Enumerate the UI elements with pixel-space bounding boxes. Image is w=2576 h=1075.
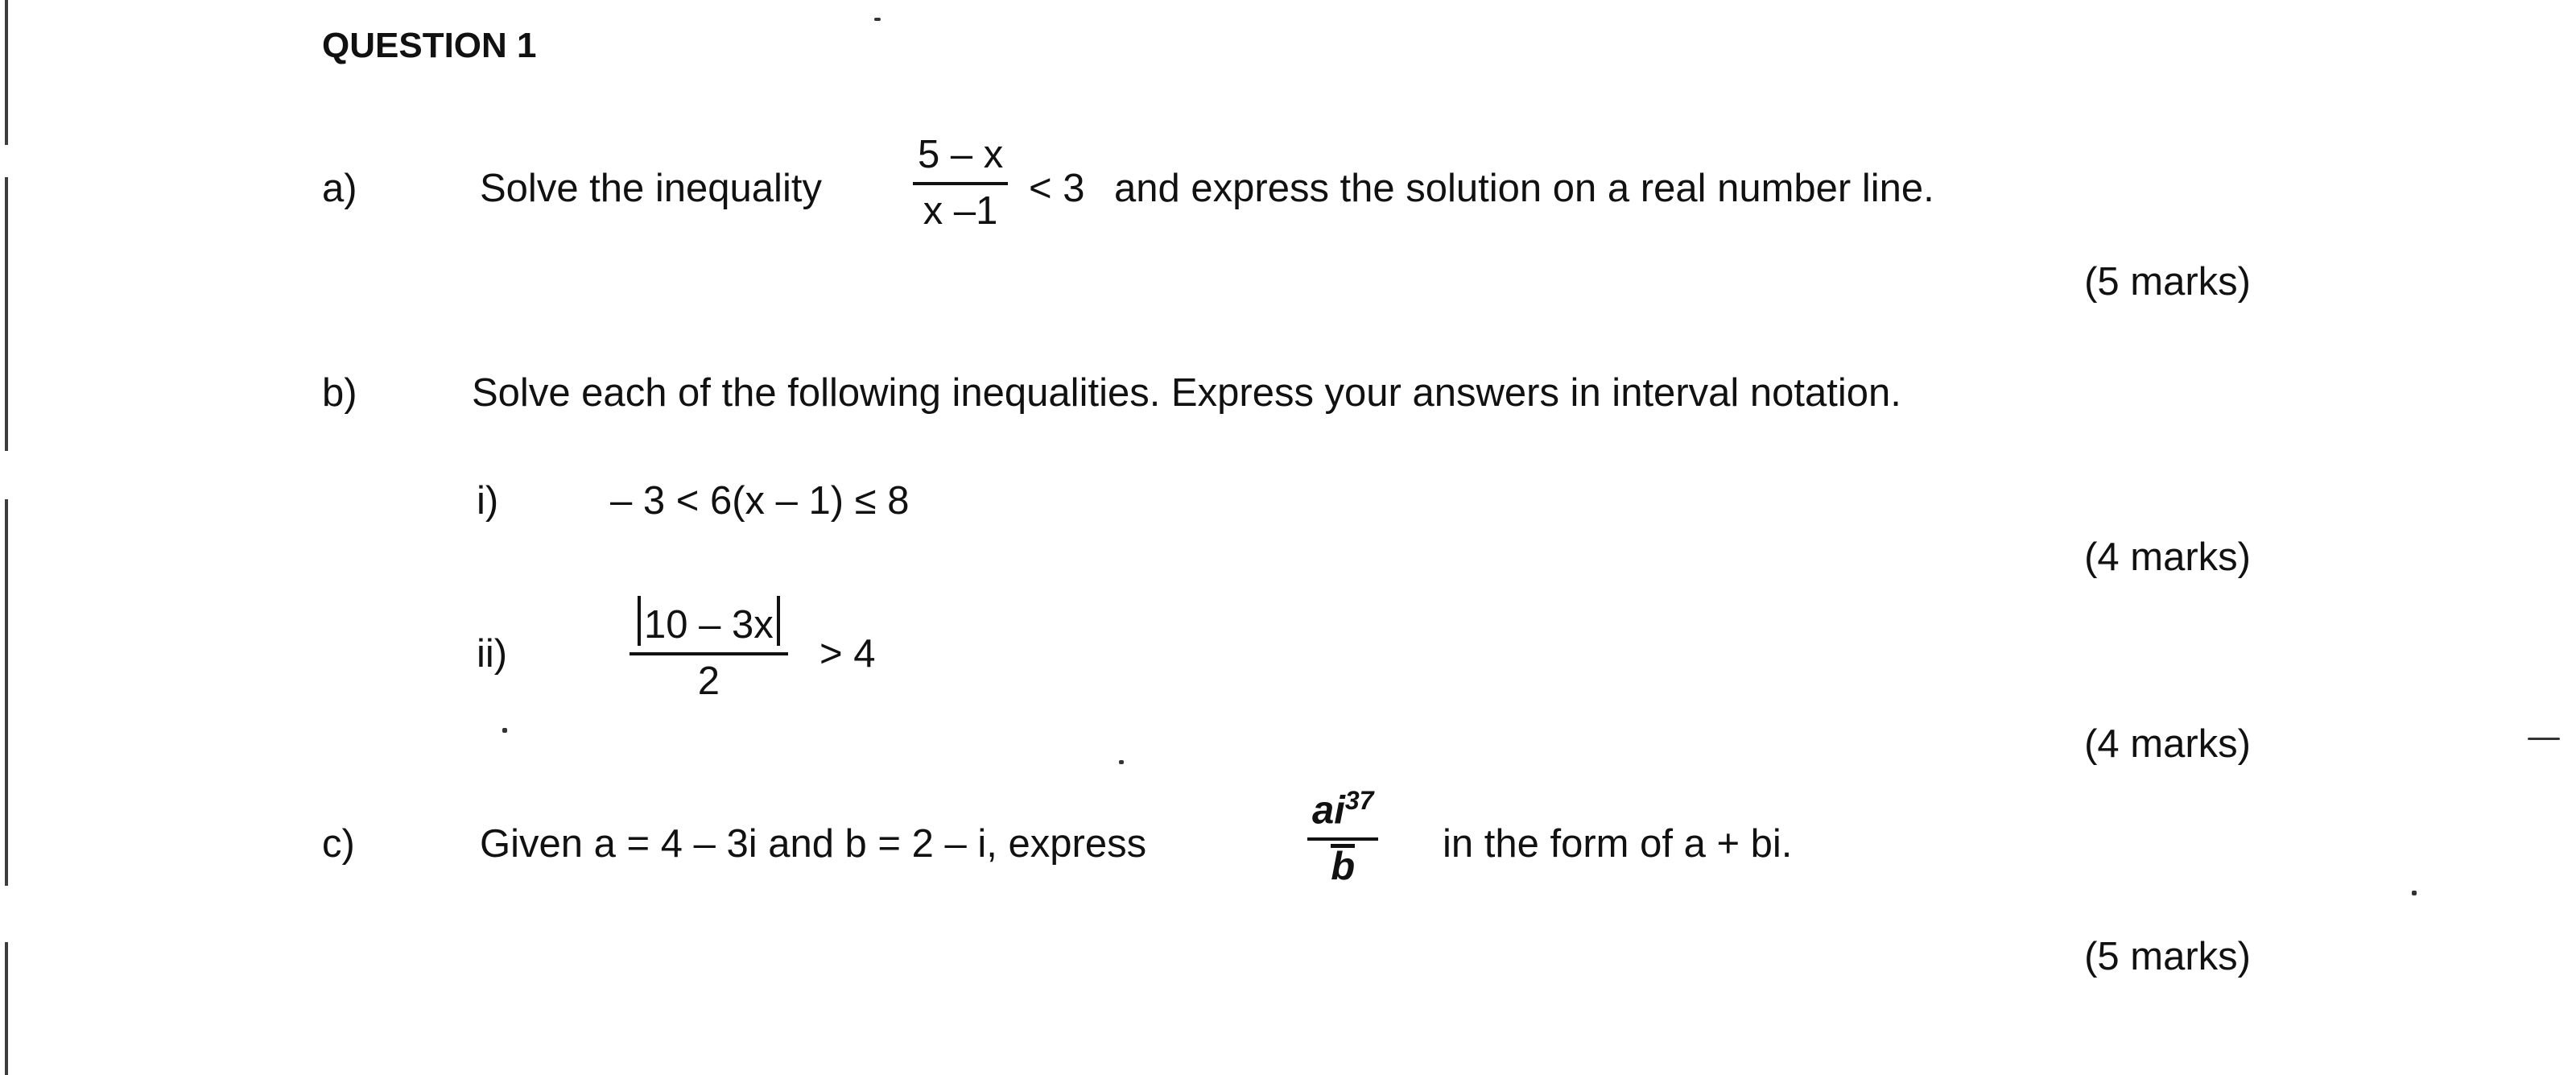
border-gap [3, 145, 10, 177]
part-a-fraction-denominator: x –1 [923, 189, 998, 233]
abs-bar-left [638, 596, 641, 646]
scan-speck [2412, 891, 2417, 895]
part-b-ii-marks: (4 marks) [2084, 722, 2251, 766]
part-c-label: c) [322, 822, 355, 866]
part-a-inequality-rhs: < 3 [1029, 167, 1085, 210]
part-c-exponent: 37 [1344, 786, 1374, 815]
part-a-fraction-numerator: 5 – x [918, 133, 1004, 176]
part-a-text-before: Solve the inequality [480, 167, 822, 210]
scan-speck [874, 18, 881, 21]
part-c-text-after: in the form of a + bi. [1443, 822, 1793, 866]
part-a-marks: (5 marks) [2084, 260, 2251, 304]
part-b-ii-fraction [630, 596, 788, 704]
part-b-i-label: i) [477, 479, 499, 523]
part-b-ii-label: ii) [477, 632, 508, 676]
part-c-given-text: Given a = 4 – 3i and b = 2 – i, express [480, 822, 1147, 866]
abs-bar-right [777, 596, 780, 646]
part-a-label: a) [322, 167, 357, 210]
border-gap [3, 886, 10, 942]
part-b-i-expression: – 3 < 6(x – 1) ≤ 8 [610, 479, 910, 523]
part-c-numerator-wrap [1307, 786, 1378, 837]
part-c-denominator: b [1331, 845, 1356, 889]
part-b-ii-denominator: 2 [697, 659, 720, 703]
part-c-fraction [1307, 786, 1378, 889]
scan-speck [1119, 760, 1124, 764]
part-c-denominator-wrap [1326, 841, 1360, 889]
part-c-numerator: ai [1312, 788, 1345, 833]
part-c-marks: (5 marks) [2084, 935, 2251, 978]
scan-speck [502, 728, 507, 733]
scan-speck [2528, 738, 2560, 740]
part-b-label: b) [322, 371, 357, 415]
part-b-ii-numerator: 10 – 3x [644, 603, 774, 647]
part-b-i-marks: (4 marks) [2084, 535, 2251, 579]
part-b-text: Solve each of the following inequalities. Express your answers in interval notation. [472, 371, 1901, 415]
question-title: QUESTION 1 [322, 26, 537, 65]
part-b-ii-inequality-rhs: > 4 [819, 632, 876, 676]
part-a-fraction [913, 132, 1008, 234]
part-b-ii-numerator-wrap [630, 596, 788, 652]
border-gap [3, 451, 10, 499]
part-a-text-after: and express the solution on a real number line. [1114, 167, 1934, 210]
